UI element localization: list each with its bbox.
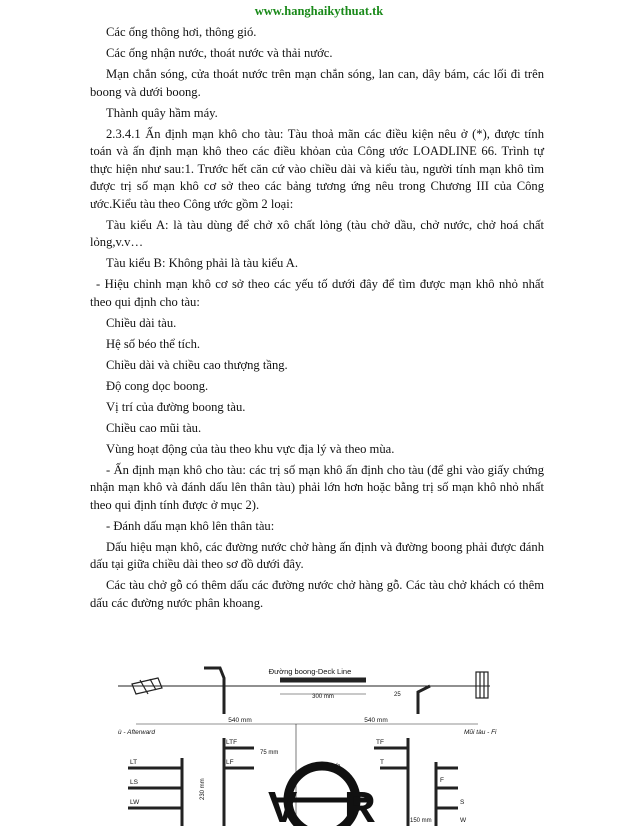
load-line-mark-diagram — [118, 650, 510, 826]
right-end-fitting — [476, 672, 488, 698]
center-letter-r: R — [344, 783, 376, 826]
list-item: Chiều dài tàu. — [106, 315, 177, 330]
mark-label: W — [460, 817, 467, 824]
paragraph: Các tàu chở gỗ có thêm dấu các đường nước chở hàng gỗ. Các tàu chở khách có thêm dấu các đường nước phân khoang. — [90, 578, 544, 610]
paragraph: Tàu kiểu A: là tàu dùng để chở xô chất lỏng (tàu chở dầu, chở nước, chở hoá chất lỏng,v.v… — [90, 217, 544, 249]
paragraph: Các ống thông hơi, thông gió. — [106, 25, 257, 39]
dim-label: 300 mm — [312, 694, 334, 700]
paragraph: - Hiệu chỉnh mạn khô cơ sở theo các yếu tố dưới đây để tìm được mạn khô nhỏ nhất theo qui định cho tàu: — [90, 277, 544, 309]
plimsoll-mark — [268, 724, 376, 826]
paragraph: Thành quây hầm máy. — [106, 105, 218, 120]
dim-label: 540 mm — [228, 717, 252, 724]
dim-label: 25 — [394, 692, 401, 698]
paragraph: 2.3.4.1 Ấn định mạn khô cho tàu: Tàu thoả mãn các điều kiện nêu ở (*), được tính toán và ấn định mạn khô theo các điều khỏan của Công ước LOADLINE 66. Trình tự thực hiện như sau:1. Trước hết căn cứ vào chiều dài và kiểu tàu, người tính mạn khô tìm được trị số mạn khô cơ sở theo các bảng tương ứng nêu trong Chương III của Công ước.Kiểu tàu theo Công ước gồm 2 loại: — [90, 126, 544, 211]
left-hook-mark — [204, 668, 224, 714]
list-item: Độ cong dọc boong. — [106, 378, 209, 393]
right-hook-mark — [418, 686, 430, 714]
mark-label: T — [380, 759, 384, 766]
paragraph: Mạn chắn sóng, cửa thoát nước trên mạn chắn sóng, lan can, dây bám, các lối đi trên boong và dưới boong. — [90, 67, 544, 99]
dim-label: 75 mm — [260, 750, 279, 756]
list-item: Hệ số béo thể tích. — [106, 336, 201, 351]
page-header-website: www.hanghaikythuat.tk — [254, 4, 384, 18]
mark-label: F — [440, 777, 444, 784]
mark-label: LTF — [226, 739, 238, 746]
paragraph: Dấu hiệu mạn khô, các đường nước chở hàng ấn định và đường boong phải được đánh dấu tại giữa chiều dài theo sơ đồ dưới đây. — [90, 539, 544, 571]
deck-line-label: Đường boong-Deck Line — [268, 667, 352, 676]
dim-label: 150 mm — [410, 818, 432, 824]
mark-label: LF — [226, 759, 234, 766]
load-line-mark-svg — [118, 650, 510, 826]
dim-label: 230 mm — [200, 778, 206, 800]
list-item: Chiều dài và chiều cao thượng tầng. — [106, 357, 288, 372]
document-body — [90, 24, 544, 616]
forward-label: Mũi tàu - Fi — [464, 729, 497, 736]
dim-label: 540 mm — [364, 717, 388, 724]
mark-label: LW — [130, 799, 140, 806]
dim-label: 25 — [333, 762, 343, 772]
mark-label: TF — [376, 739, 384, 746]
mark-label: LS — [130, 779, 138, 786]
paragraph: Tàu kiểu B: Không phải là tàu kiểu A. — [106, 256, 299, 270]
list-item: Vùng hoạt động của tàu theo khu vực địa lý và theo mùa. — [106, 441, 395, 456]
list-item: Chiều cao mũi tàu. — [106, 420, 202, 435]
list-item: Vị trí của đường boong tàu. — [106, 399, 246, 414]
paragraph: Các ống nhận nước, thoát nước và thải nước. — [106, 46, 333, 60]
paragraph: - Đánh dấu mạn khô lên thân tàu: — [106, 518, 275, 533]
aft-label: ù - Afterward — [118, 729, 155, 736]
mark-label: LT — [130, 759, 138, 766]
center-letter-v: V — [268, 783, 298, 826]
hatch-line — [150, 679, 156, 690]
mark-label: S — [460, 799, 465, 806]
paragraph: - Ấn định mạn khô cho tàu: các trị số mạn khô ấn định cho tàu (để ghi vào giấy chứng nhận mạn khô và đánh dấu lên thân tàu) phải lớn hơn hoặc bằng trị số mạn khô nhỏ nhất theo qui định tính được ở mục 2). — [90, 462, 544, 512]
